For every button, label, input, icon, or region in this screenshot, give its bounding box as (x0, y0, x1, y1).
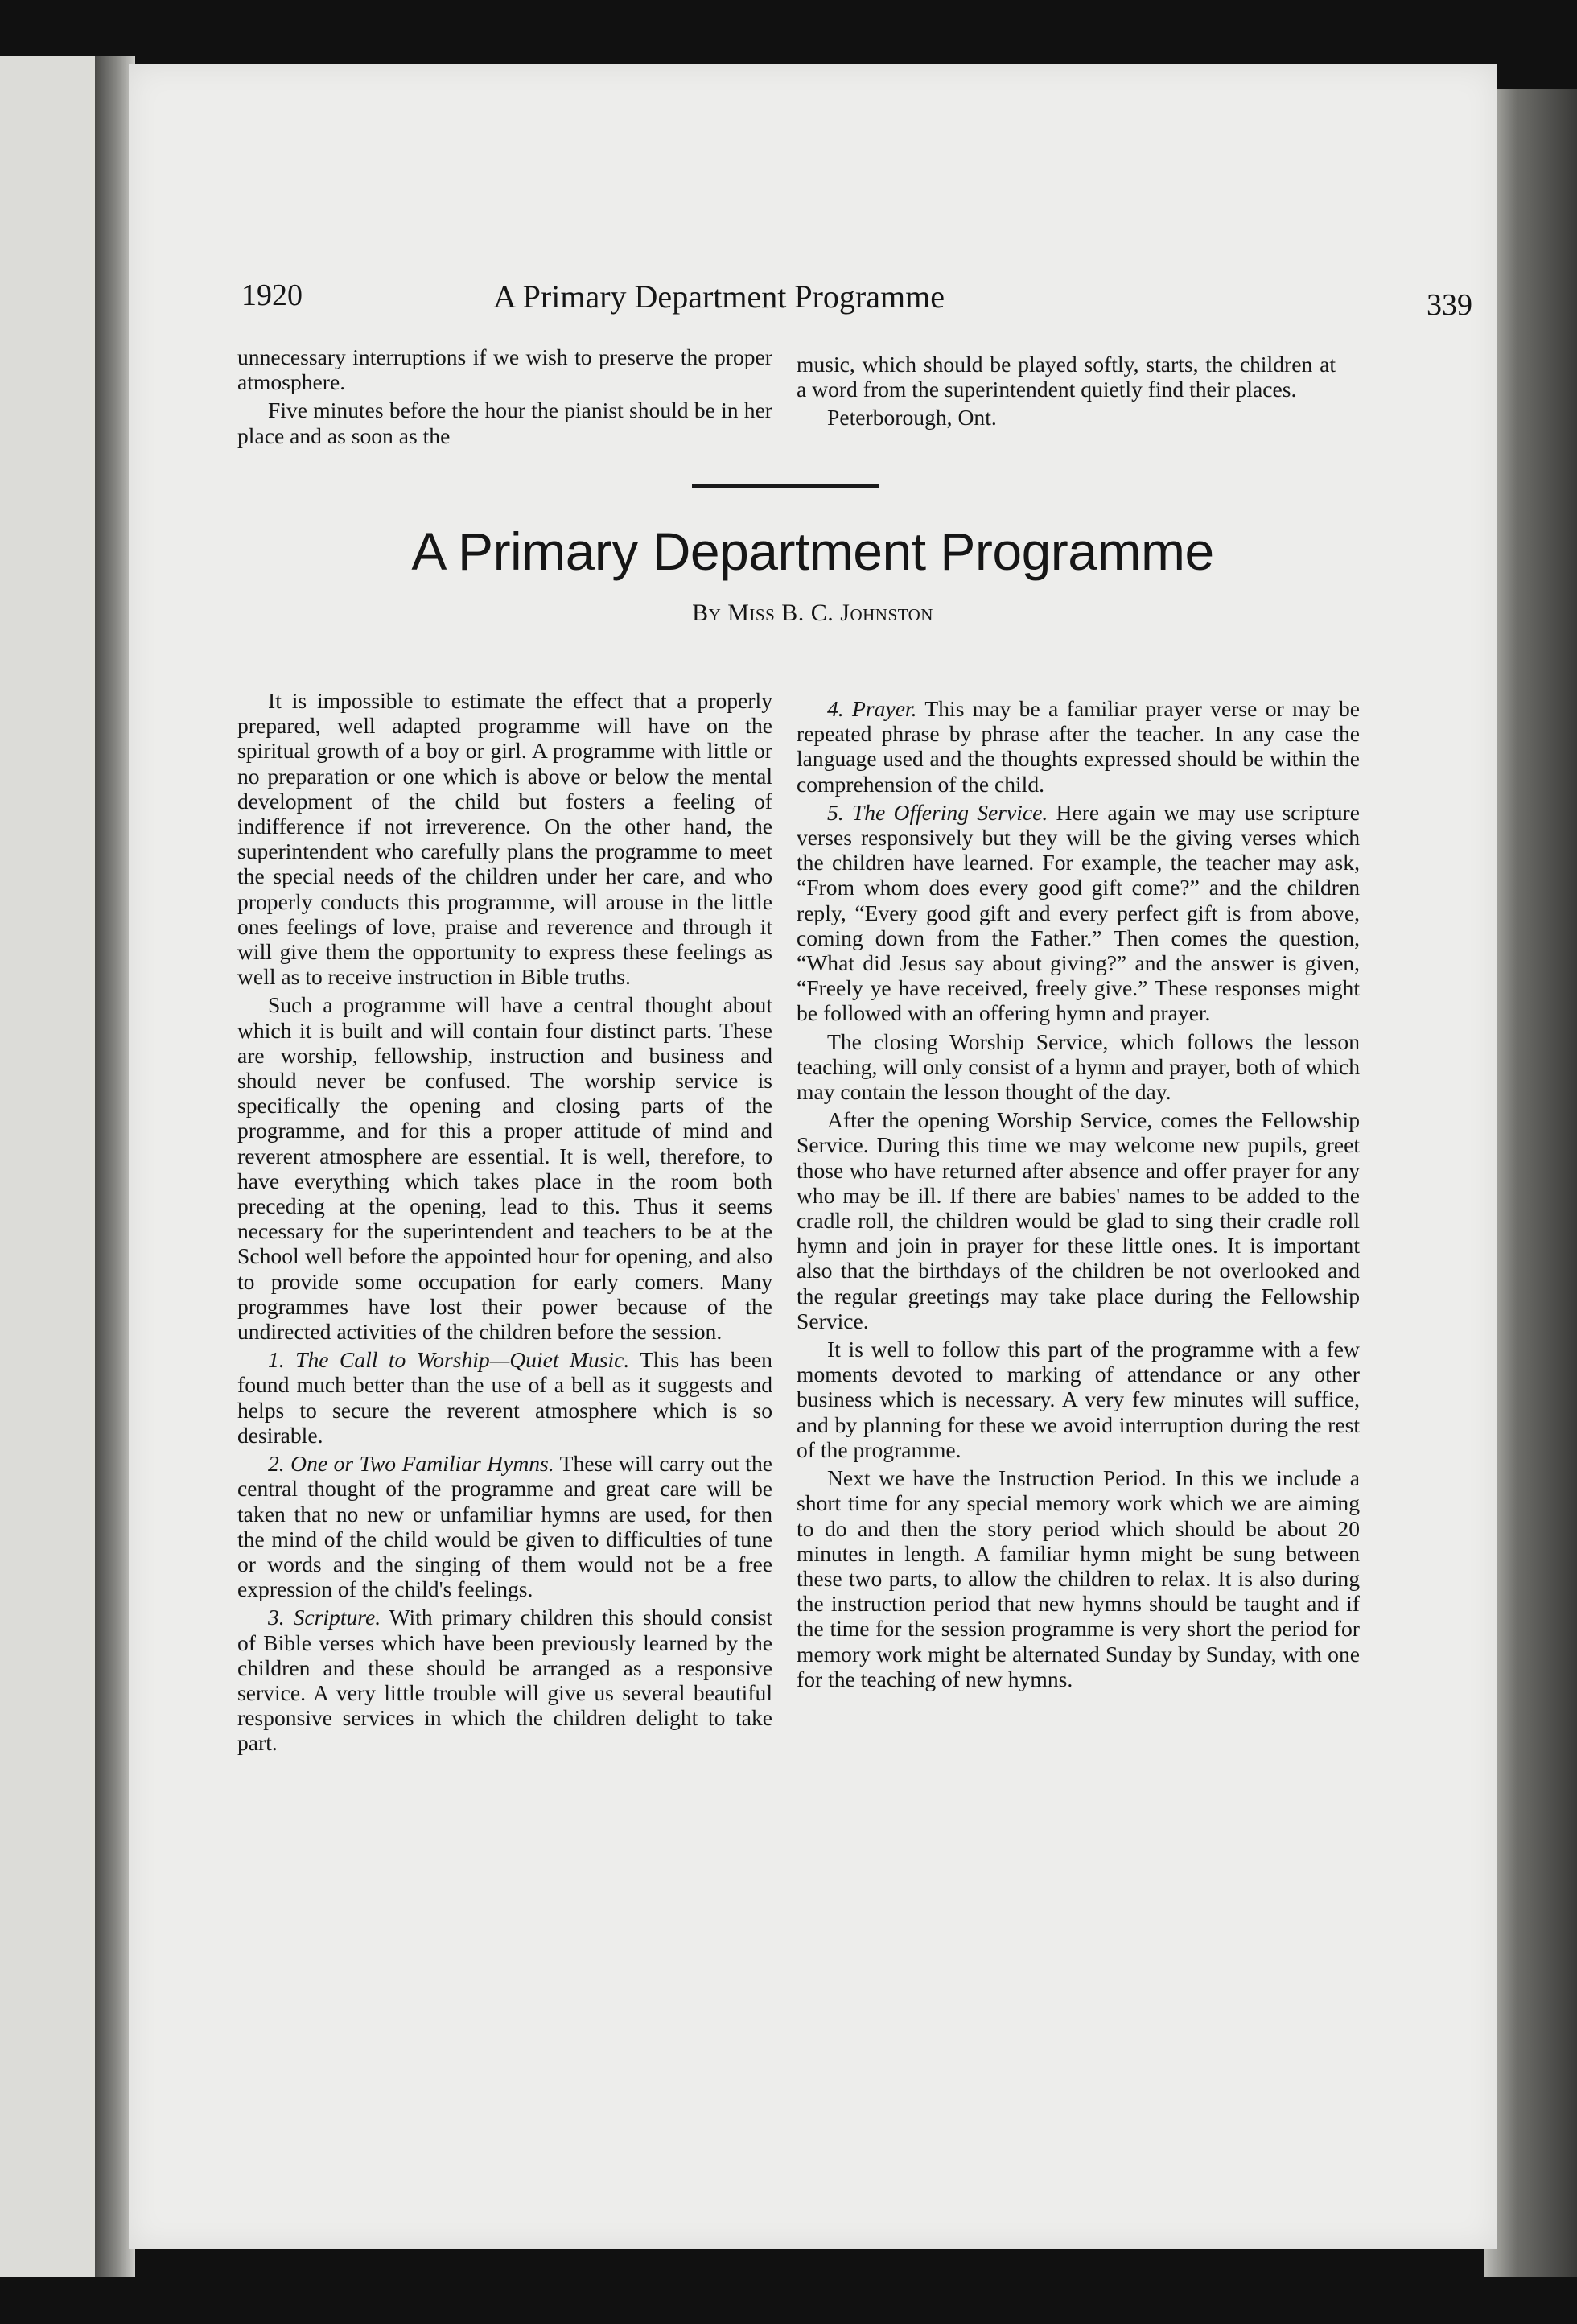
paragraph-heading: 5. The Offering Service. (827, 799, 1048, 825)
page-stack-edge (1484, 89, 1577, 2277)
paragraph: It is well to follow this part of the programme with a few moments devoted to marking of attendance or any other business which is necessary. A very few minutes will suffice, and by planning for these we avoid interruption during the rest of the programme. (797, 1337, 1360, 1462)
paragraph-body: With primary children this should consist of Bible verses which have been previously learned by the children and these should be arranged as a responsive service. A very little trouble will give us several beautiful responsive services in which the children delight to take part. (237, 1605, 772, 1756)
paragraph-body: This may be a familiar prayer verse or may be repeated phrase by phrase after the teacher. In any case the language used and the thoughts expressed should be within the comprehension of the child. (797, 696, 1360, 797)
running-head-title: A Primary Department Programme (493, 278, 945, 315)
facing-page-edge (0, 56, 105, 2277)
book-page (129, 64, 1497, 2249)
signoff-location: Peterborough, Ont. (827, 405, 997, 431)
paragraph-body: Here again we may use scripture verses responsively but they will be the giving verses which the children have learned. For example, the teacher may ask, “From whom does every good gift come?” and the children reply, “Every good gift and every perfect gift is from above, coming down from the Father.” Then comes the question, “What did Jesus say about giving?” and the answer is given, “Freely ye have received, freely give.” These responses might be followed with an offering hymn and prayer. (797, 799, 1360, 1026)
paragraph: After the opening Worship Service, comes the Fellowship Service. During this time we may welcome new pupils, greet those who have returned after absence and offer prayer for any who may be ill. If there are babies' names to be added to the cradle roll, the children would be glad to sing their cradle roll hymn and join in prayer for these little ones. It is important also that the birthdays of the children be not overlooked and the regular greetings may take place during the Fellowship Service. (797, 1107, 1360, 1333)
page-number: 339 (1427, 288, 1472, 322)
paragraph (797, 696, 1360, 797)
running-head-year: 1920 (241, 278, 303, 312)
paragraph: The closing Worship Service, which follows the lesson teaching, will only consist of a hymn and prayer, both of which may contain the lesson thought of the day. (797, 1028, 1360, 1105)
article-byline: By Miss B. C. Johnston (692, 600, 933, 626)
paragraph (237, 1451, 772, 1601)
paragraph (237, 1605, 772, 1755)
previous-article-left-column (237, 344, 772, 448)
paragraph: unnecessary interruptions if we wish to preserve the proper atmosphere. (237, 344, 772, 395)
paragraph (237, 1347, 772, 1448)
paragraph-body: This has been found much better than the use of a bell as it suggests and helps to secure the reverent atmosphere which is so desirable. (237, 1347, 772, 1448)
paragraph: Such a programme will have a central thought about which it is built and will contain four distinct parts. These are worship, fellowship, instruction and business and should never be confused. The worship service is specifically the opening and closing parts of the programme, and for this a proper attitude of mind and reverent atmosphere are essential. It is well, therefore, to have everything which takes place in the room both preceding at the opening, lead to this. Thus it seems necessary for the superintendent and teachers to be at the School well before the appointed hour for opening, and also to provide some occupation for early comers. Many programmes have lost their power because of the undirected activities of the children before the session. (237, 992, 772, 1345)
paragraph-heading: 3. Scripture. (268, 1605, 381, 1630)
article-right-column (797, 696, 1360, 1691)
paragraph: Next we have the Instruction Period. In this we include a short time for any special memory work which we are aiming to do and then the story period which should be about 20 minutes in length. A familiar hymn might be sung between these two parts, to allow the children to relax. It is also during the instruction period that new hymns should be taught and if the time for the session programme is very short the period for memory work might be alternated Sunday by Sunday, with one for the teaching of new hymns. (797, 1465, 1360, 1691)
article-title: A Primary Department Programme (411, 521, 1214, 581)
paragraph: Five minutes before the hour the pianist should be in her place and as soon as the (237, 398, 772, 448)
article-left-column (237, 688, 772, 1756)
paragraph: It is impossible to estimate the effect that a properly prepared, well adapted programme will have on the spiritual growth of a boy or girl. A programme with little or no preparation or one which is above or below the mental development of the child but fosters a feeling of indifference if not irreverence. On the other hand, the superintendent who carefully plans the programme to meet the special needs of the children under her care, and who properly conducts this programme, will arouse in the little ones feelings of love, praise and reverence and through it will give them the opportunity to express these feelings as well as to receive instruction in Bible truths. (237, 688, 772, 990)
paragraph-body: These will carry out the central thought of the programme and great care will be taken that no new or unfamiliar hymns are used, for then the mind of the child would be given to difficulties of tune or words and the singing of them would not be a free expression of the child's feelings. (237, 1451, 772, 1602)
paragraph-heading: 4. Prayer. (827, 696, 917, 721)
paragraph-heading: 1. The Call to Worship—Quiet Music. (268, 1347, 630, 1373)
paragraph (797, 800, 1360, 1026)
paragraph: music, which should be played softly, starts, the children at a word from the superintendent quietly find their places. (797, 352, 1336, 402)
section-divider-rule (692, 484, 879, 488)
previous-article-right-column (797, 352, 1336, 431)
running-head (129, 278, 1497, 326)
paragraph-heading: 2. One or Two Familiar Hymns. (268, 1451, 554, 1477)
